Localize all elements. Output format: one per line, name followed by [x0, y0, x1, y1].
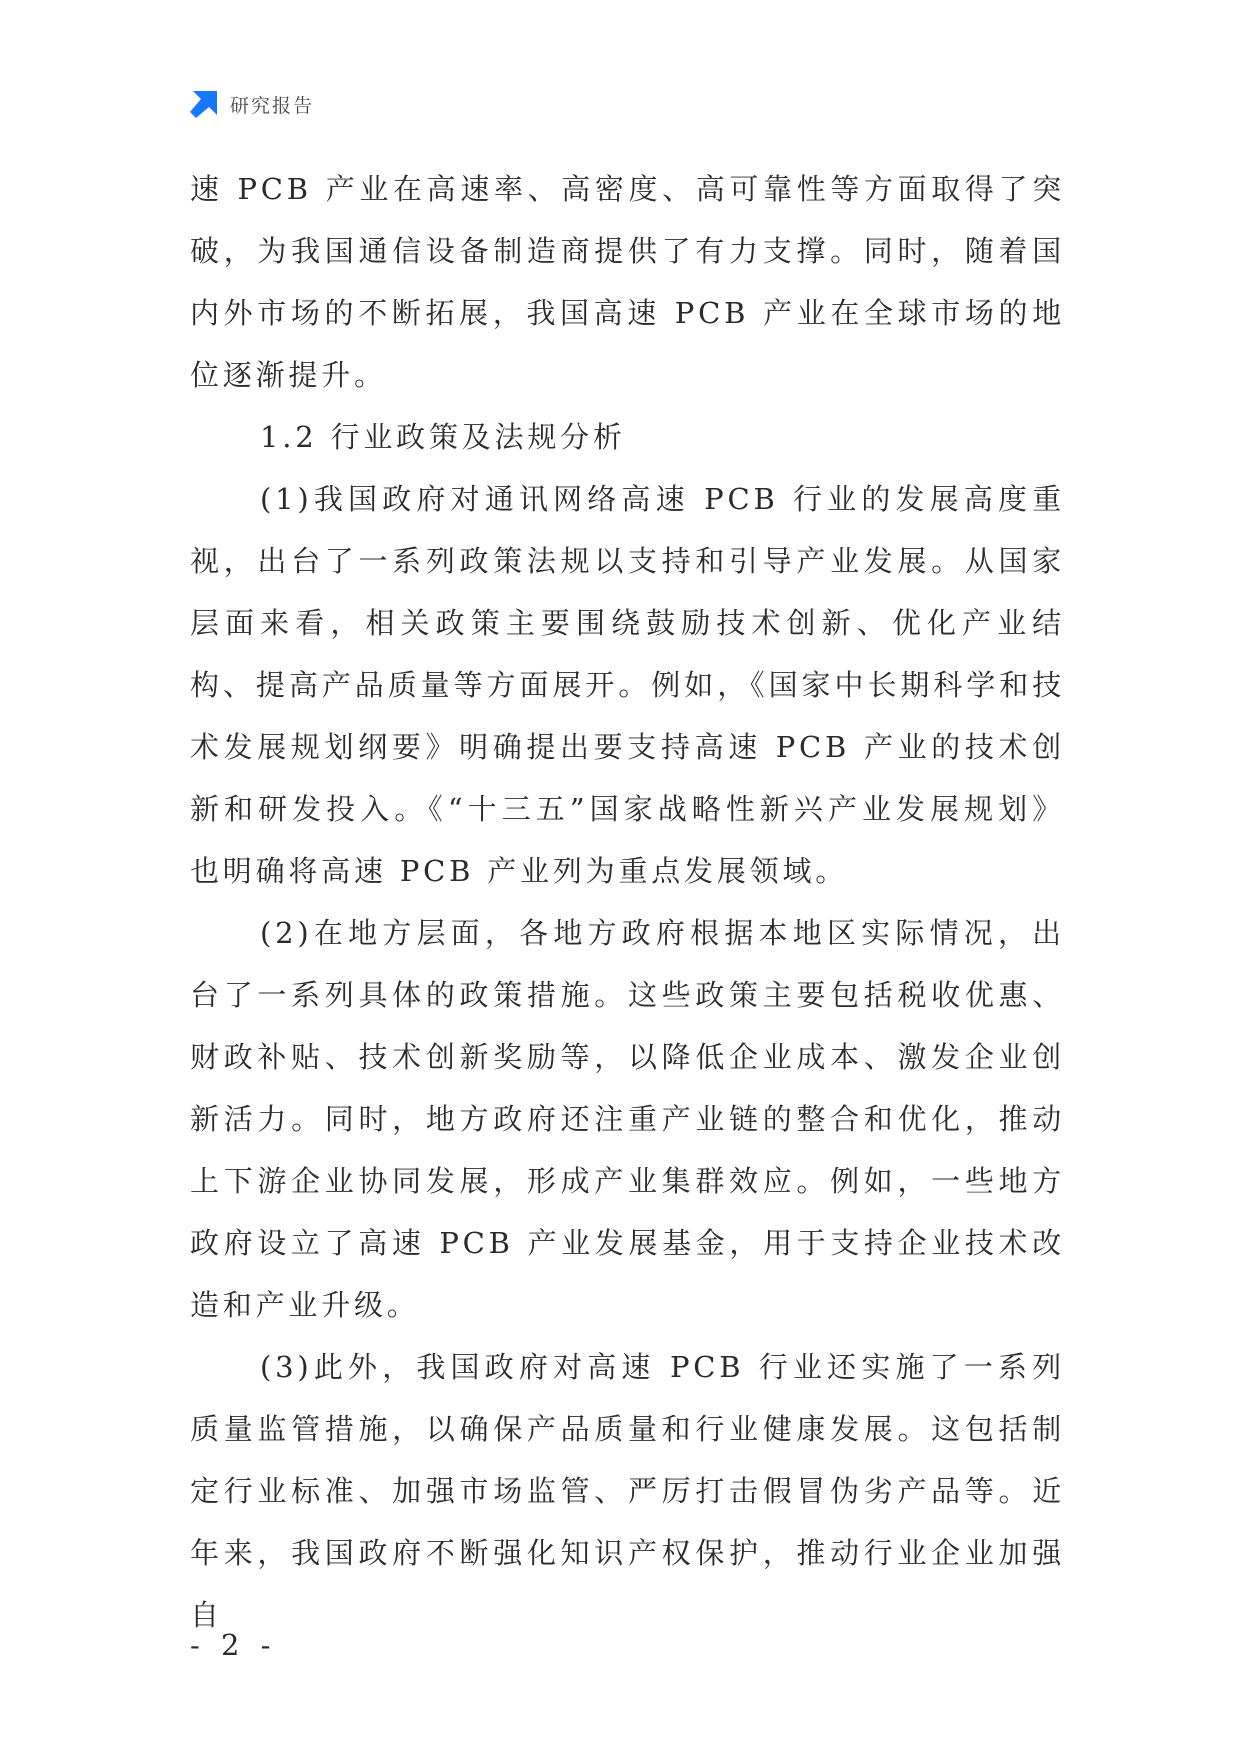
page-number: - 2 - — [190, 1628, 277, 1662]
paragraph-3: (3)此外，我国政府对高速 PCB 行业还实施了一系列质量监管措施，以确保产品质量和行业健康发展。这包括制定行业标准、加强市场监管、严厉打击假冒伪劣产品等。近年来，我国政府不断强化知识产权保护，推动行业企业加强自 — [190, 1350, 1065, 1632]
header-label: 研究报告 — [230, 94, 315, 117]
document-body — [190, 158, 1065, 1646]
paragraph-2: (2)在地方层面，各地方政府根据本地区实际情况，出台了一系列具体的政策措施。这些政策主要包括税收优惠、财政补贴、技术创新奖励等，以降低企业成本、激发企业创新活力。同时，地方政府还注重产业链的整合和优化，推动上下游企业协同发展，形成产业集群效应。例如，一些地方政府设立了高速 PCB 产业发展基金，用于支持企业技术改造和产业升级。 — [190, 916, 1065, 1322]
paragraph-1: (1)我国政府对通讯网络高速 PCB 行业的发展高度重视，出台了一系列政策法规以支持和引导产业发展。从国家层面来看，相关政策主要围绕鼓励技术创新、优化产业结构、提高产品质量等方面展开。例如，《国家中长期科学和技术发展规划纲要》明确提出要支持高速 PCB 产业的技术创新和研发投入。《“十三五”国家战略性新兴产业发展规划》也明确将高速 PCB 产业列为重点发展领域。 — [190, 482, 1065, 888]
arrow-up-right-icon — [190, 90, 218, 118]
paragraph-continued: 速 PCB 产业在高速率、高密度、高可靠性等方面取得了突破，为我国通信设备制造商提供了有力支撑。同时，随着国内外市场的不断拓展，我国高速 PCB 产业在全球市场的地位逐渐提升。 — [190, 172, 1065, 392]
section-heading: 1.2 行业政策及法规分析 — [260, 420, 626, 454]
report-header — [190, 90, 314, 118]
